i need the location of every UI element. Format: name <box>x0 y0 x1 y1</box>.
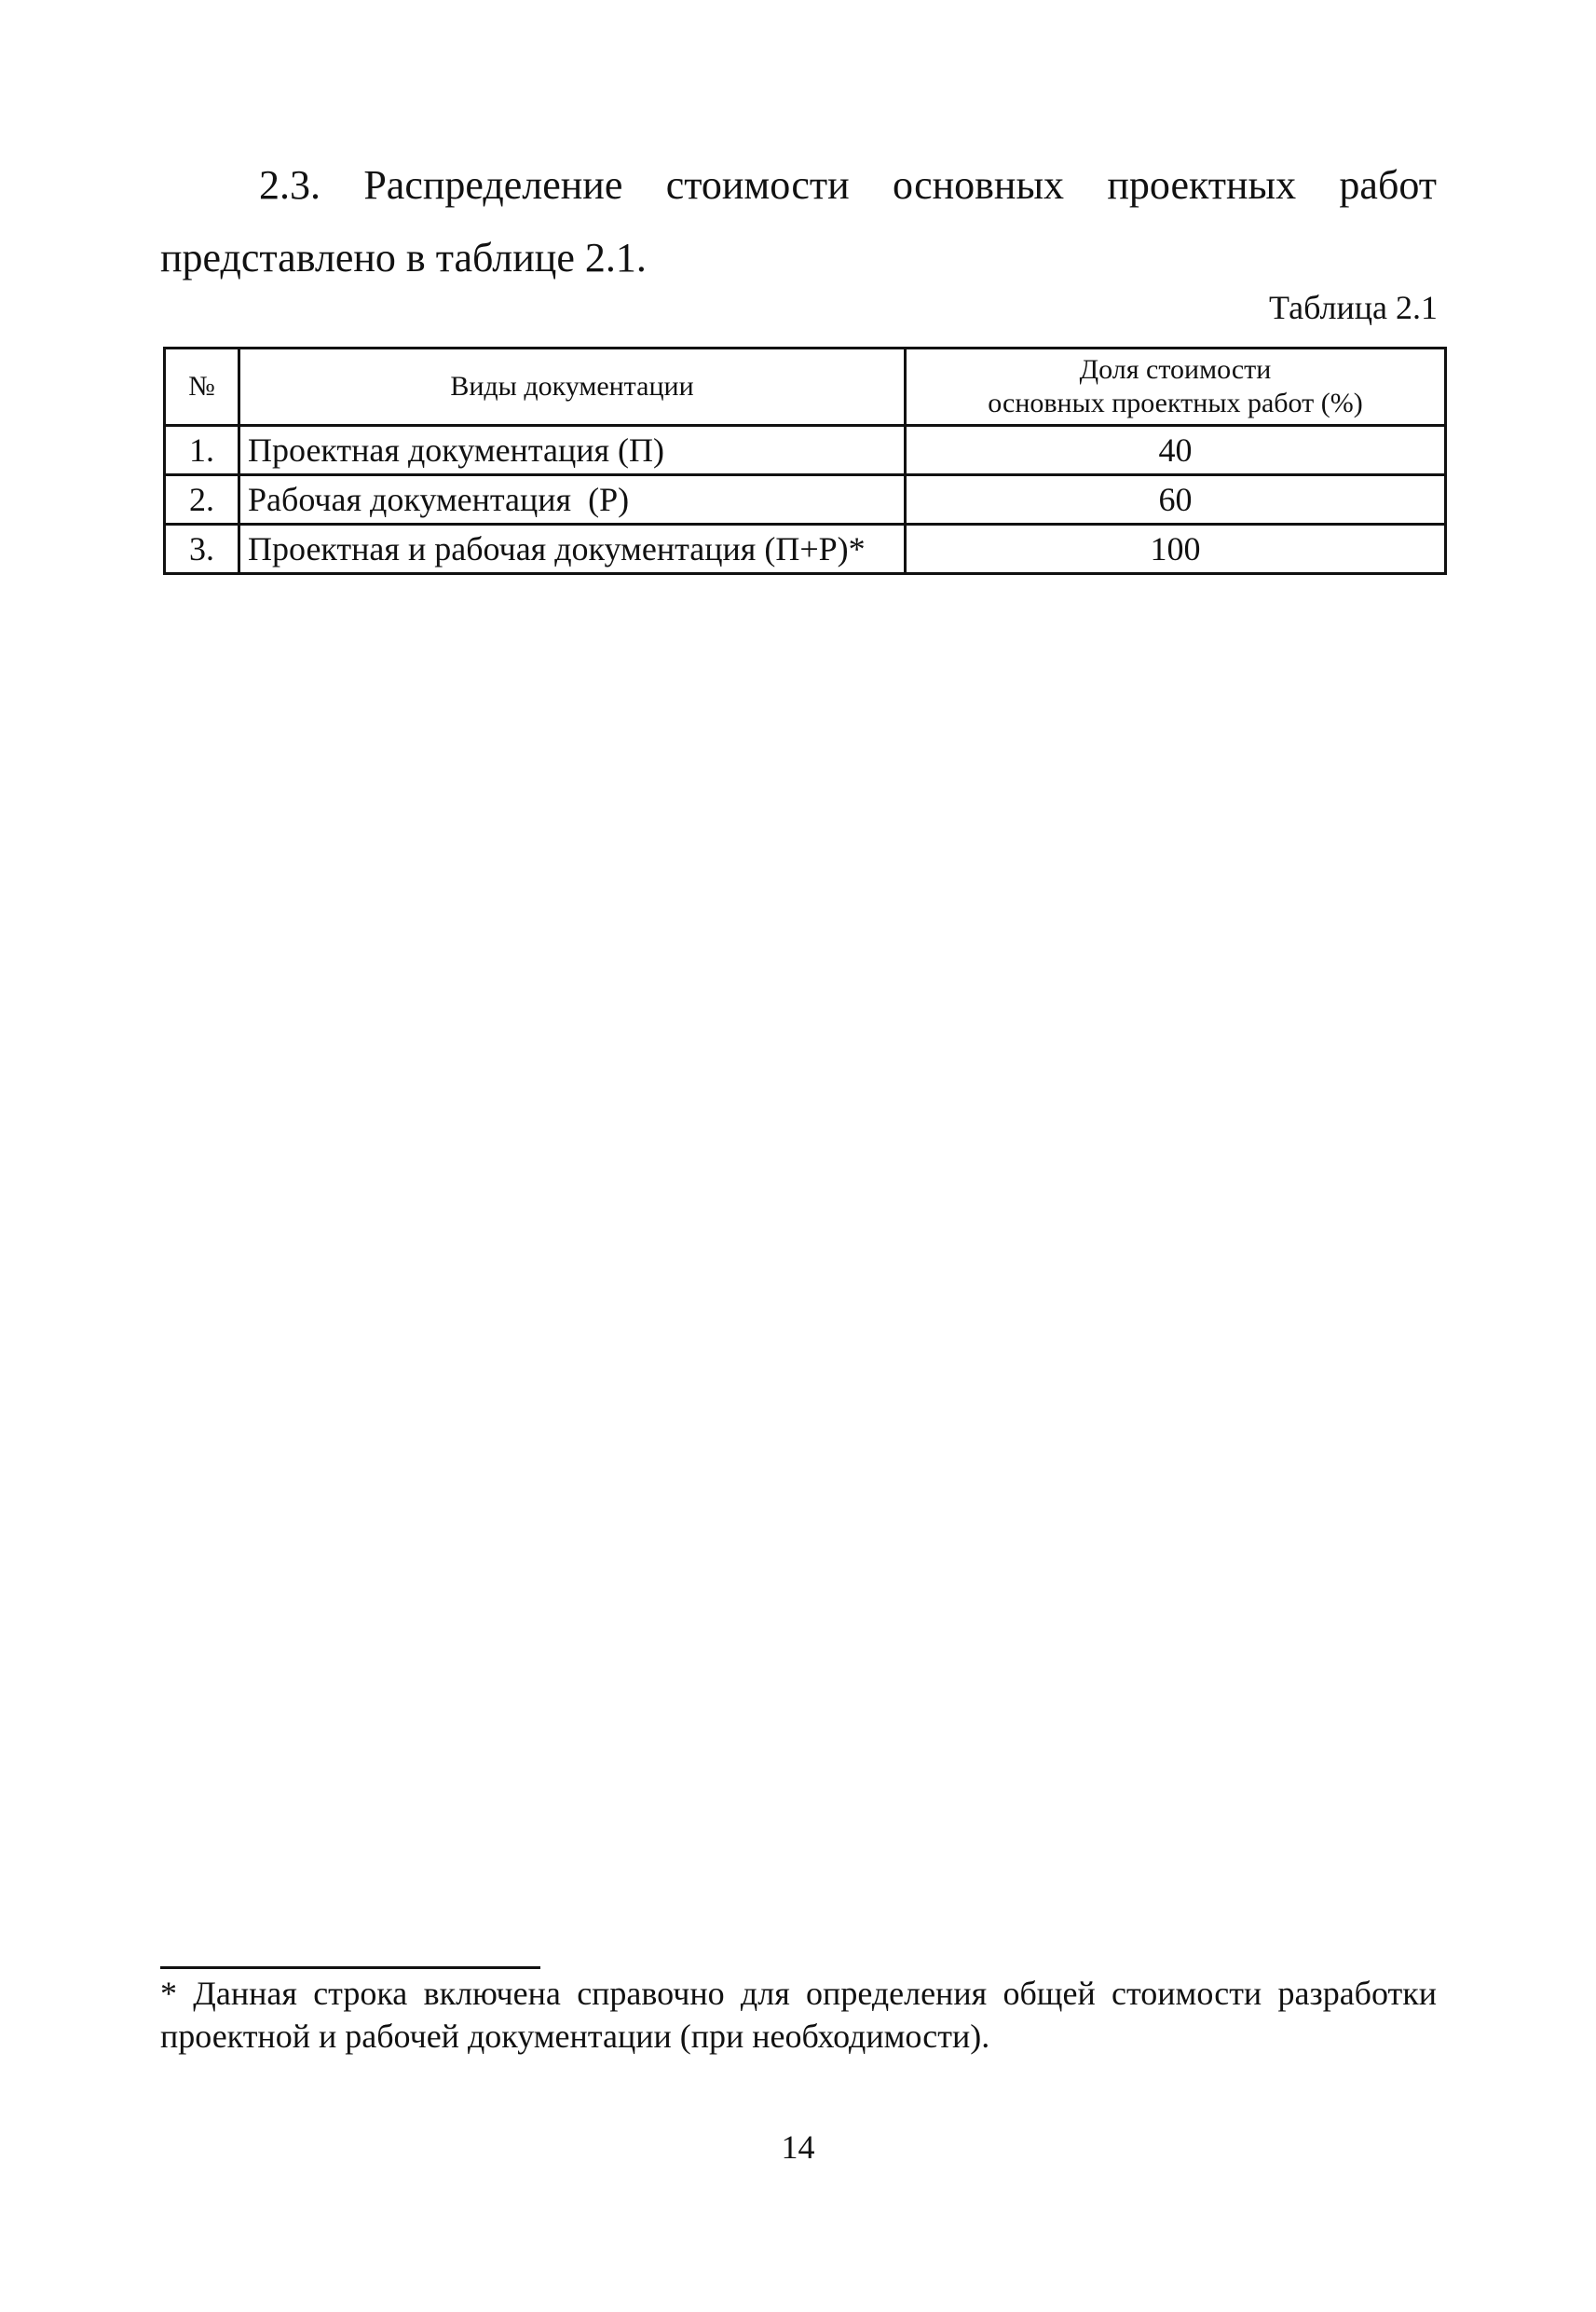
table-header-row <box>165 349 1446 426</box>
intro-paragraph: 2.3. Распределение стоимости основных проектных работ представлено в таблице 2.1. <box>160 162 1437 280</box>
row-number: 1. <box>165 426 239 475</box>
table-row <box>165 426 1446 475</box>
row-share: 100 <box>906 525 1446 574</box>
row-doc-type: Проектная документация (П) <box>239 426 906 475</box>
row-share: 60 <box>906 475 1446 525</box>
row-doc-type: Рабочая документация (Р) <box>239 475 906 525</box>
header-share <box>906 349 1446 426</box>
cost-distribution-table <box>163 347 1447 575</box>
row-number: 3. <box>165 525 239 574</box>
header-doc-type: Виды документации <box>239 349 906 426</box>
table-caption: Таблица 2.1 <box>1269 289 1438 326</box>
header-number: № <box>165 349 239 426</box>
row-number: 2. <box>165 475 239 525</box>
footnote-text: * Данная строка включена справочно для определения общей стоимости разработки проектной и рабочей документации (при необходимости). <box>160 1975 1437 2055</box>
row-share: 40 <box>906 426 1446 475</box>
footnote-divider <box>160 1966 540 1969</box>
header-share-line1: Доля стоимости <box>1079 354 1272 385</box>
page-number: 14 <box>781 2128 815 2166</box>
table-row <box>165 525 1446 574</box>
table-row <box>165 475 1446 525</box>
row-doc-type: Проектная и рабочая документация (П+Р)* <box>239 525 906 574</box>
header-share-line2: основных проектных работ (%) <box>988 388 1363 418</box>
